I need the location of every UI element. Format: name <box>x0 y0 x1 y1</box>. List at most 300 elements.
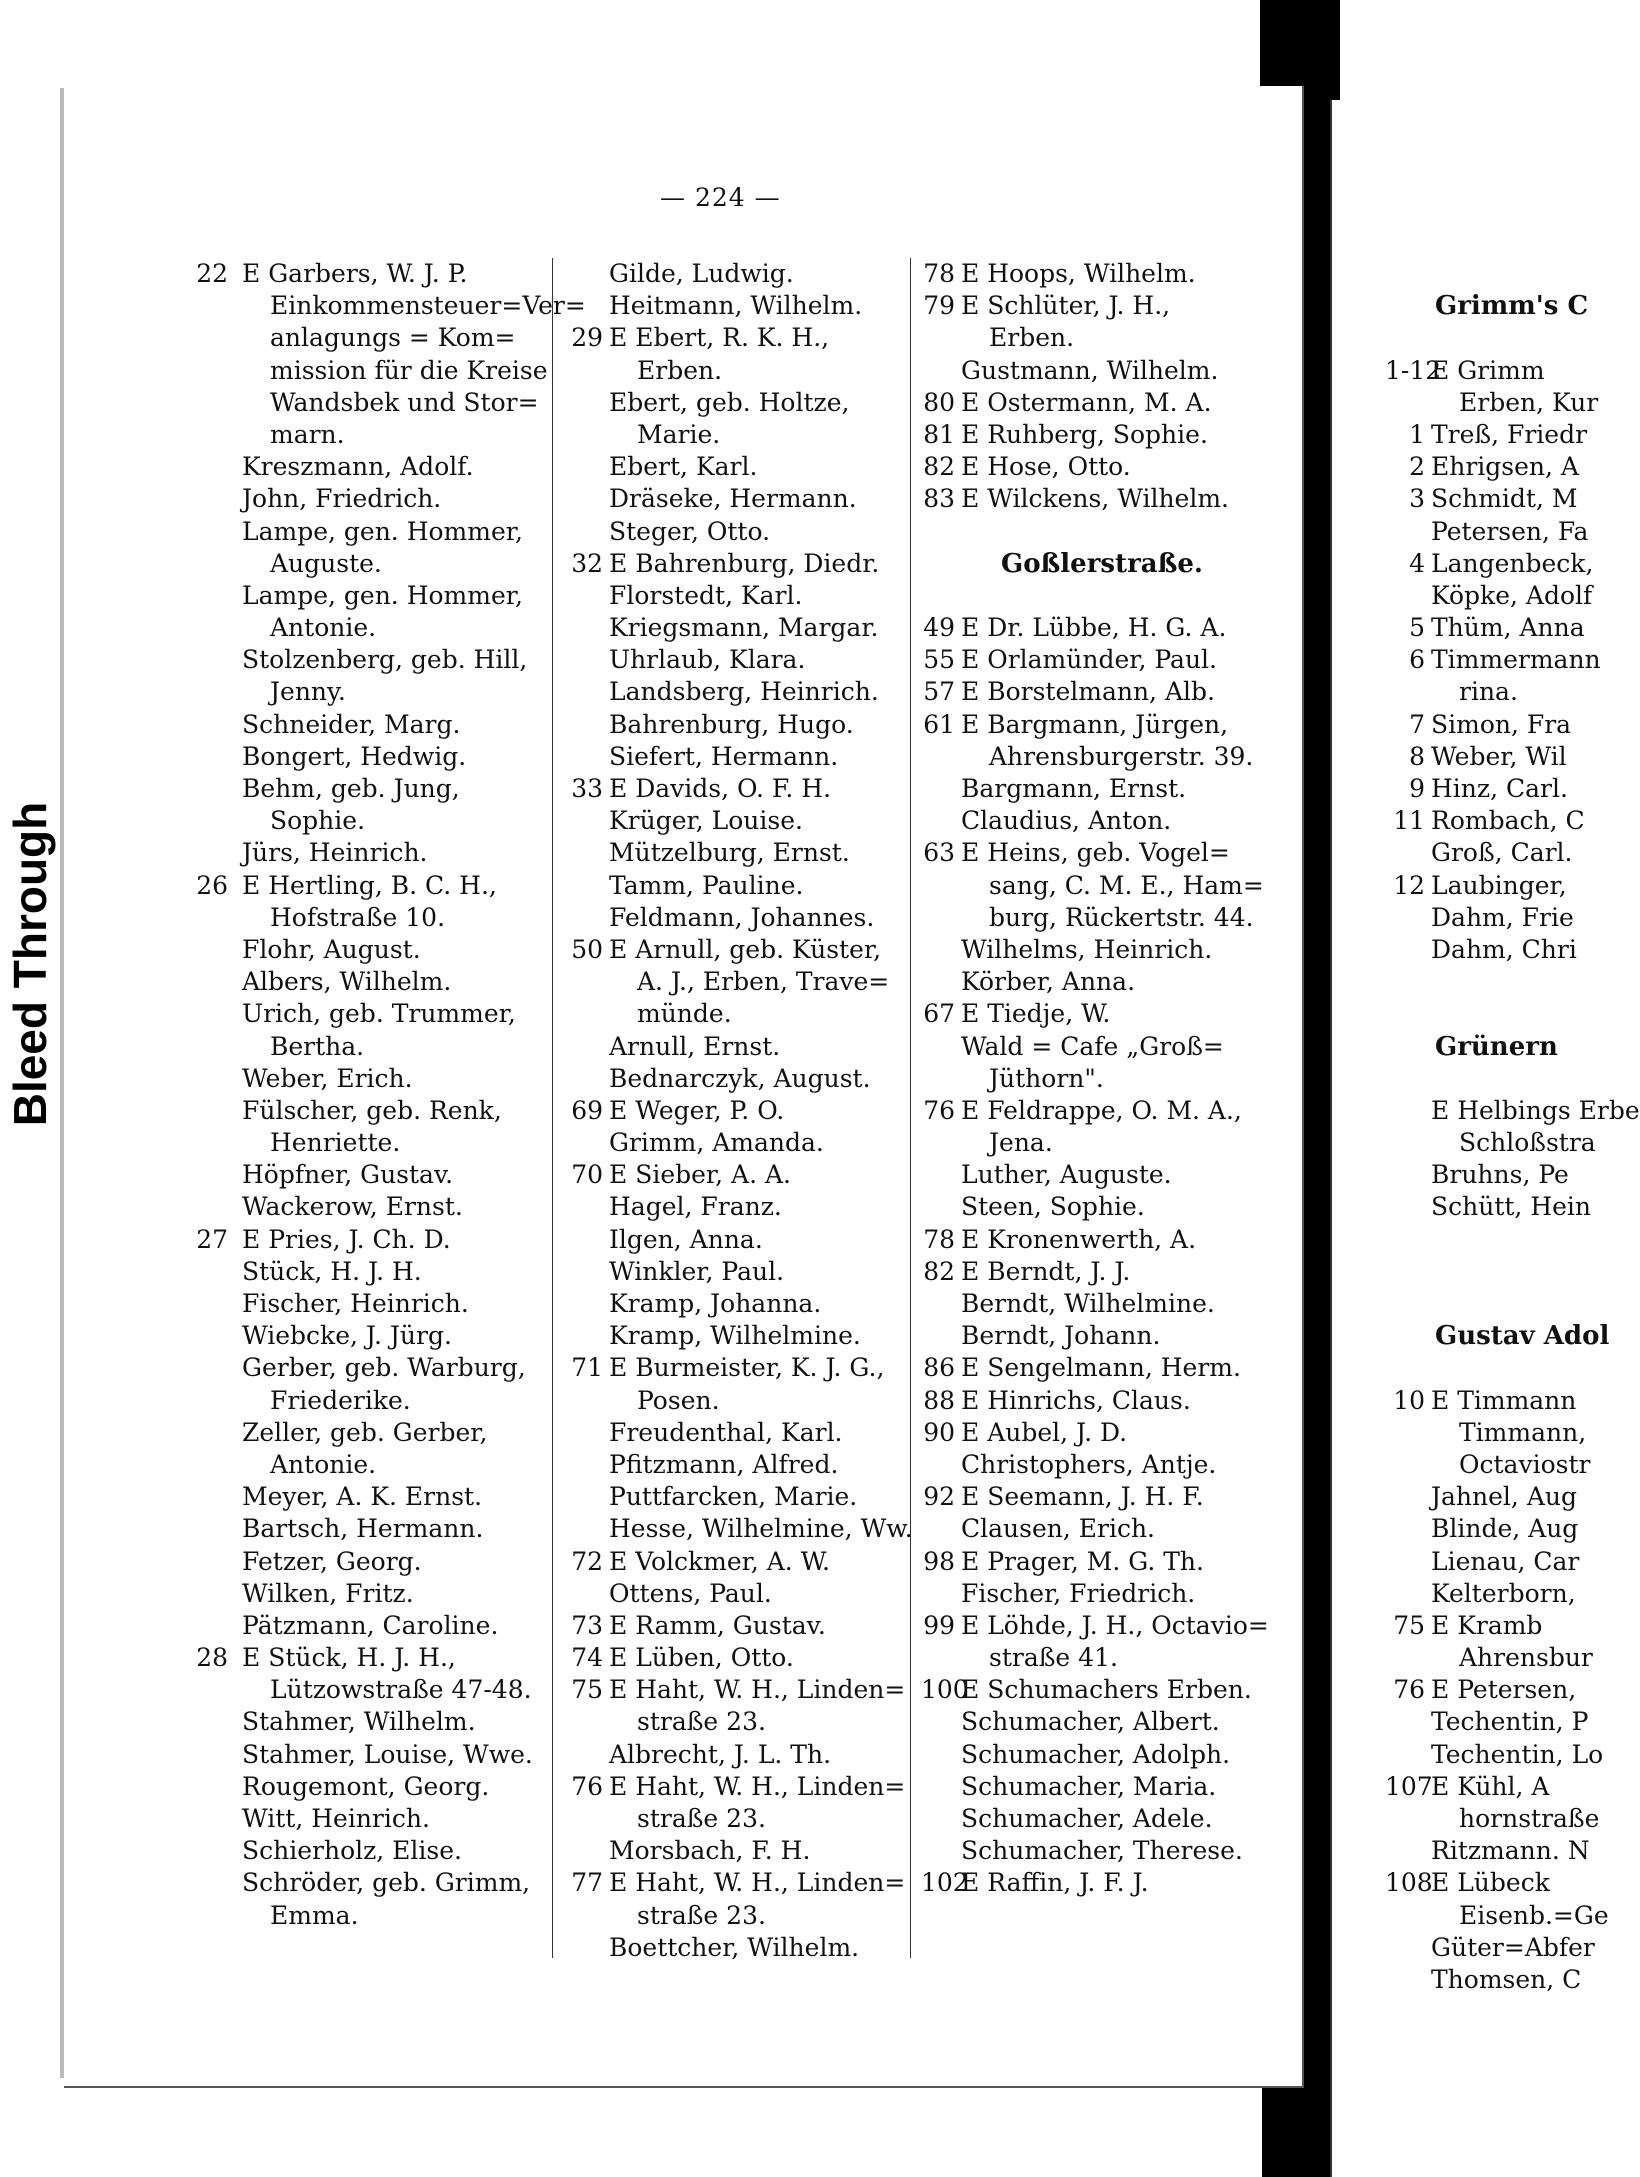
house-number: 76 <box>571 1771 603 1801</box>
entry-continuation <box>196 1385 534 1417</box>
resident-name: Krüger, Louise. <box>609 806 803 836</box>
resident-name: hornstraße <box>1459 1804 1600 1833</box>
resident-name: Arnull, Ernst. <box>609 1031 781 1061</box>
directory-entry <box>196 1320 534 1352</box>
directory-entry <box>925 483 1270 515</box>
directory-column-3 <box>921 258 1270 1900</box>
resident-name: E Timmann <box>1431 1385 1577 1415</box>
directory-entry <box>925 644 1270 676</box>
resident-name: Albrecht, J. L. Th. <box>609 1739 832 1769</box>
resident-name: Dahm, Frie <box>1431 902 1574 932</box>
resident-name: Laubinger, <box>1431 870 1567 900</box>
resident-name: Bartsch, Hermann. <box>242 1514 484 1544</box>
directory-entry <box>573 1449 908 1481</box>
directory-entry <box>573 483 908 515</box>
street-name: Gustav Adol <box>1435 1321 1610 1352</box>
directory-entry <box>573 1417 908 1449</box>
resident-name: Schumacher, Albert. <box>961 1707 1220 1737</box>
directory-entry <box>925 612 1270 644</box>
entry-continuation <box>196 355 548 387</box>
directory-entry <box>1395 741 1615 773</box>
resident-name: Techentin, Lo <box>1431 1739 1604 1769</box>
resident-name: E Aubel, J. D. <box>961 1417 1128 1447</box>
entry-continuation <box>196 322 534 354</box>
resident-name: Stolzenberg, geb. Hill, <box>242 645 528 675</box>
resident-name: Uhrlaub, Klara. <box>609 645 806 675</box>
resident-name: E Burmeister, K. J. G., <box>609 1353 885 1383</box>
directory-entry <box>925 1224 1270 1256</box>
resident-name: Bruhns, Pe <box>1431 1160 1569 1190</box>
directory-entry <box>196 1481 534 1513</box>
resident-name: Schumacher, Adele. <box>961 1804 1213 1833</box>
house-number: 50 <box>571 934 603 964</box>
house-number: 69 <box>571 1095 603 1125</box>
house-number: 11 <box>1393 806 1425 836</box>
directory-entry <box>925 1578 1270 1610</box>
resident-name: Timmann, <box>1459 1417 1587 1447</box>
directory-entry <box>1395 837 1615 869</box>
resident-name: E Orlamünder, Paul. <box>961 645 1217 675</box>
directory-entry <box>196 1546 534 1578</box>
directory-entry <box>196 773 534 805</box>
resident-name: Stahmer, Louise, Wwe. <box>242 1739 533 1769</box>
resident-name: Siefert, Hermann. <box>609 741 839 771</box>
page-number: — 224 — <box>660 183 781 212</box>
entry-continuation <box>925 870 1270 902</box>
directory-column-2 <box>571 258 913 1964</box>
house-number: 79 <box>923 291 955 321</box>
directory-entry <box>573 805 908 837</box>
resident-name: Wald = Cafe „Groß= <box>961 1031 1224 1061</box>
resident-name: marn. <box>270 419 345 449</box>
directory-entry <box>573 1513 913 1545</box>
entry-continuation <box>196 290 586 322</box>
directory-entry <box>573 1095 908 1127</box>
directory-entry <box>925 1256 1270 1288</box>
directory-entry <box>925 1191 1270 1223</box>
house-number: 108 <box>1385 1868 1433 1898</box>
directory-entry <box>925 1513 1270 1545</box>
blank-line <box>1395 998 1615 1030</box>
resident-name: E Heins, geb. Vogel= <box>961 838 1230 868</box>
directory-entry <box>925 258 1270 290</box>
resident-name: Florstedt, Karl. <box>609 580 803 610</box>
edge-tape <box>0 300 56 1127</box>
resident-name: Einkommensteuer=Ver= <box>270 291 586 321</box>
directory-entry <box>196 1063 534 1095</box>
resident-name: E Kronenwerth, A. <box>961 1224 1197 1254</box>
house-number: 22 <box>196 259 228 288</box>
resident-name: Schumacher, Adolph. <box>961 1739 1231 1769</box>
resident-name: E Prager, M. G. Th. <box>961 1546 1204 1576</box>
directory-entry <box>1395 805 1615 837</box>
street-name: Grünern <box>1435 1031 1558 1062</box>
resident-name: E Helbings Erbe <box>1431 1095 1640 1125</box>
directory-entry <box>196 934 534 966</box>
resident-name: E Hinrichs, Claus. <box>961 1385 1191 1415</box>
resident-name: Lampe, gen. Hommer, <box>242 516 523 546</box>
directory-entry <box>573 676 908 708</box>
directory-entry <box>1395 1932 1615 1964</box>
resident-name: Henriette. <box>270 1128 401 1158</box>
directory-column-4 <box>1385 258 1640 1996</box>
directory-entry <box>1395 1159 1615 1191</box>
directory-entry <box>573 290 908 322</box>
directory-entry <box>573 1159 908 1191</box>
resident-name: Kramp, Johanna. <box>609 1289 822 1318</box>
entry-continuation <box>573 1803 908 1835</box>
resident-name: Ottens, Paul. <box>609 1578 772 1608</box>
resident-name: Stück, H. J. H. <box>242 1256 422 1286</box>
resident-name: A. J., Erben, Trave= <box>637 967 890 997</box>
directory-entry <box>573 516 908 548</box>
directory-entry <box>1395 419 1615 451</box>
resident-name: Marie. <box>637 419 721 449</box>
resident-name: Fülscher, geb. Renk, <box>242 1095 502 1125</box>
directory-entry <box>1395 1191 1615 1223</box>
directory-entry <box>925 773 1270 805</box>
blank-line <box>1395 322 1615 354</box>
resident-name: Schneider, Marg. <box>242 709 461 739</box>
entry-continuation <box>573 998 908 1030</box>
directory-entry <box>196 1578 534 1610</box>
resident-name: Fischer, Friedrich. <box>961 1578 1196 1608</box>
street-name: Goßlerstraße. <box>1001 548 1203 579</box>
resident-name: Stahmer, Wilhelm. <box>242 1707 476 1737</box>
resident-name: John, Friedrich. <box>242 484 442 514</box>
house-number: 4 <box>1409 548 1425 578</box>
directory-entry <box>573 1546 908 1578</box>
directory-entry <box>925 290 1270 322</box>
entry-continuation <box>1395 676 1615 708</box>
directory-entry <box>1395 580 1615 612</box>
house-number: 102 <box>921 1868 969 1898</box>
resident-name: Bongert, Hedwig. <box>242 741 467 771</box>
resident-name: Timmermann <box>1431 645 1601 675</box>
resident-name: Claudius, Anton. <box>961 806 1172 836</box>
house-number: 70 <box>571 1160 603 1190</box>
resident-name: E Garbers, W. J. P. <box>242 259 468 288</box>
directory-column-1 <box>196 258 586 1932</box>
house-number: 61 <box>923 709 955 739</box>
resident-name: Behm, geb. Jung, <box>242 774 460 803</box>
directory-entry <box>1395 1739 1615 1771</box>
directory-entry <box>1395 1481 1615 1513</box>
resident-name: Weber, Wil <box>1431 741 1567 771</box>
directory-entry <box>196 1224 534 1256</box>
resident-name: Thomsen, C <box>1431 1964 1582 1994</box>
resident-name: Bednarczyk, August. <box>609 1063 871 1093</box>
resident-name: E Haht, W. H., Linden= <box>609 1675 906 1705</box>
resident-name: Erben. <box>637 355 723 385</box>
resident-name: E Hose, Otto. <box>961 452 1131 482</box>
directory-entry <box>573 1867 908 1899</box>
directory-entry <box>196 837 534 869</box>
entry-continuation <box>1395 1449 1615 1481</box>
directory-entry <box>573 1739 908 1771</box>
resident-name: Ehrigsen, A <box>1431 452 1579 482</box>
resident-name: Schröder, geb. Grimm, <box>242 1868 531 1898</box>
resident-name: Simon, Fra <box>1431 709 1572 739</box>
entry-continuation <box>925 1642 1270 1674</box>
resident-name: straße 23. <box>637 1900 766 1930</box>
directory-entry <box>925 1320 1270 1352</box>
entry-continuation <box>196 676 534 708</box>
resident-name: Ebert, Karl. <box>609 452 758 482</box>
resident-name: E Tiedje, W. <box>961 999 1111 1029</box>
house-number: 1-12 <box>1385 355 1442 385</box>
directory-entry <box>925 676 1270 708</box>
resident-name: Sophie. <box>270 806 366 836</box>
resident-name: Güter=Abfer <box>1431 1932 1595 1962</box>
entry-continuation <box>196 1127 534 1159</box>
house-number: 78 <box>923 1224 955 1254</box>
house-number: 2 <box>1409 452 1425 482</box>
house-number: 67 <box>923 999 955 1029</box>
house-number: 83 <box>923 484 955 514</box>
directory-entry <box>573 322 908 354</box>
house-number: 5 <box>1409 613 1425 643</box>
entry-continuation <box>925 741 1270 773</box>
house-number: 32 <box>571 548 603 578</box>
resident-name: Clausen, Erich. <box>961 1514 1155 1544</box>
entry-continuation <box>925 902 1270 934</box>
directory-entry <box>573 741 908 773</box>
house-number: 76 <box>923 1095 955 1125</box>
directory-entry <box>573 1224 908 1256</box>
house-number: 75 <box>571 1675 603 1705</box>
resident-name: Berndt, Wilhelmine. <box>961 1289 1215 1318</box>
resident-name: E Ebert, R. K. H., <box>609 323 830 353</box>
resident-name: E Hoops, Wilhelm. <box>961 259 1196 288</box>
directory-entry <box>1395 870 1615 902</box>
resident-name: Berndt, Johann. <box>961 1321 1161 1351</box>
resident-name: E Bargmann, Jürgen, <box>961 709 1229 739</box>
directory-entry <box>196 966 534 998</box>
entry-continuation <box>196 1674 534 1706</box>
directory-entry <box>196 1191 534 1223</box>
blank-line <box>1395 1352 1615 1384</box>
entry-continuation <box>196 902 534 934</box>
blank-line <box>1395 1224 1615 1256</box>
house-number: 75 <box>1393 1610 1425 1640</box>
blank-line <box>925 580 1270 612</box>
directory-entry <box>1395 1578 1615 1610</box>
resident-name: Luther, Auguste. <box>961 1160 1172 1190</box>
directory-entry <box>1395 483 1615 515</box>
directory-entry <box>925 1417 1270 1449</box>
resident-name: E Bahrenburg, Diedr. <box>609 548 880 578</box>
resident-name: Puttfarcken, Marie. <box>609 1482 858 1512</box>
directory-entry <box>921 1867 1270 1899</box>
entry-continuation <box>573 419 908 451</box>
entry-continuation <box>925 1063 1270 1095</box>
resident-name: straße 23. <box>637 1804 766 1833</box>
house-number: 63 <box>923 838 955 868</box>
resident-name: Octaviostr <box>1459 1449 1591 1479</box>
directory-entry <box>196 870 534 902</box>
directory-entry <box>196 1803 534 1835</box>
house-number: 82 <box>923 1256 955 1286</box>
resident-name: Gilde, Ludwig. <box>609 259 794 288</box>
resident-name: Schmidt, M <box>1431 484 1578 514</box>
resident-name: Landsberg, Heinrich. <box>609 677 879 707</box>
resident-name: Christophers, Antje. <box>961 1449 1217 1479</box>
directory-entry <box>196 451 534 483</box>
entry-continuation <box>925 322 1270 354</box>
directory-entry <box>573 258 908 290</box>
directory-entry <box>1395 451 1615 483</box>
resident-name: E Raffin, J. F. J. <box>961 1868 1149 1898</box>
resident-name: Antonie. <box>270 613 377 643</box>
resident-name: Schütt, Hein <box>1431 1192 1592 1222</box>
directory-entry <box>573 1642 908 1674</box>
resident-name: Blinde, Aug <box>1431 1514 1579 1544</box>
resident-name: E Lüben, Otto. <box>609 1643 794 1673</box>
directory-entry <box>196 580 534 612</box>
street-heading <box>925 548 1270 580</box>
directory-entry <box>573 1932 908 1964</box>
resident-name: E Kramb <box>1431 1610 1543 1640</box>
resident-name: Schierholz, Elise. <box>242 1836 462 1866</box>
resident-name: Fischer, Heinrich. <box>242 1289 469 1318</box>
resident-name: Körber, Anna. <box>961 967 1136 997</box>
resident-name: straße 23. <box>637 1707 766 1737</box>
resident-name: Tamm, Pauline. <box>609 870 804 900</box>
entry-continuation <box>196 1449 534 1481</box>
directory-entry <box>573 1835 908 1867</box>
resident-name: E Kühl, A <box>1431 1771 1550 1801</box>
house-number: 8 <box>1409 741 1425 771</box>
entry-continuation <box>573 355 908 387</box>
directory-entry <box>925 1095 1270 1127</box>
resident-name: Hinz, Carl. <box>1431 774 1568 803</box>
directory-entry <box>921 1674 1270 1706</box>
entry-continuation <box>1395 387 1615 419</box>
directory-entry <box>573 644 908 676</box>
house-number: 10 <box>1393 1385 1425 1415</box>
resident-name: Winkler, Paul. <box>609 1256 785 1286</box>
resident-name: E Grimm <box>1431 355 1545 385</box>
directory-entry <box>1385 1867 1615 1899</box>
directory-entry <box>196 709 534 741</box>
resident-name: Dahm, Chri <box>1431 934 1577 964</box>
directory-entry <box>925 837 1270 869</box>
house-number: 74 <box>571 1643 603 1673</box>
book-gutter <box>1302 0 1330 2177</box>
resident-name: Wilken, Fritz. <box>242 1578 414 1608</box>
resident-name: Groß, Carl. <box>1431 838 1573 868</box>
directory-entry <box>573 1063 908 1095</box>
resident-name: Rougemont, Georg. <box>242 1771 490 1801</box>
directory-entry <box>196 1095 534 1127</box>
directory-entry <box>573 773 908 805</box>
house-number: 90 <box>923 1417 955 1447</box>
directory-entry <box>1395 516 1615 548</box>
house-number: 82 <box>923 452 955 482</box>
house-number: 7 <box>1409 709 1425 739</box>
resident-name: straße 41. <box>989 1643 1118 1673</box>
resident-name: E Löhde, J. H., Octavio= <box>961 1610 1269 1640</box>
directory-entry <box>925 1835 1270 1867</box>
directory-entry <box>573 1578 908 1610</box>
resident-name: Höpfner, Gustav. <box>242 1160 454 1190</box>
resident-name: mission für die Kreise <box>270 355 548 385</box>
resident-name: Posen. <box>637 1385 720 1415</box>
resident-name: Techentin, P <box>1431 1707 1589 1737</box>
house-number: 55 <box>923 645 955 675</box>
resident-name: Bahrenburg, Hugo. <box>609 709 854 739</box>
resident-name: Emma. <box>270 1900 359 1930</box>
directory-entry <box>196 1739 534 1771</box>
entry-continuation <box>196 419 534 451</box>
resident-name: Thüm, Anna <box>1431 613 1585 643</box>
resident-name: Meyer, A. K. Ernst. <box>242 1482 483 1512</box>
resident-name: Langenbeck, <box>1431 548 1594 578</box>
resident-name: Gustmann, Wilhelm. <box>961 355 1219 385</box>
directory-entry <box>1395 934 1615 966</box>
street-heading <box>1395 1320 1615 1352</box>
resident-name: Witt, Heinrich. <box>242 1804 430 1833</box>
resident-name: E Ostermann, M. A. <box>961 387 1212 417</box>
directory-entry <box>1395 773 1615 805</box>
directory-entry <box>196 998 534 1030</box>
blank-line <box>1395 258 1615 290</box>
resident-name: Feldmann, Johannes. <box>609 902 875 932</box>
resident-name: E Arnull, geb. Küster, <box>609 934 882 964</box>
directory-entry <box>573 580 908 612</box>
directory-entry <box>573 1481 908 1513</box>
directory-entry <box>925 1031 1270 1063</box>
house-number: 33 <box>571 774 603 803</box>
directory-entry <box>1395 644 1615 676</box>
directory-entry <box>925 1546 1270 1578</box>
entry-continuation <box>1395 1803 1615 1835</box>
directory-entry <box>925 998 1270 1030</box>
resident-name: Jenny. <box>270 677 346 707</box>
directory-entry <box>925 451 1270 483</box>
entry-continuation <box>196 548 534 580</box>
house-number: 71 <box>571 1353 603 1383</box>
directory-entry <box>925 1159 1270 1191</box>
directory-entry <box>1395 1706 1615 1738</box>
resident-name: Kelterborn, <box>1431 1578 1576 1608</box>
resident-name: Bargmann, Ernst. <box>961 774 1187 803</box>
resident-name: E Volckmer, A. W. <box>609 1546 830 1576</box>
house-number: 92 <box>923 1482 955 1512</box>
directory-entry <box>925 1803 1270 1835</box>
house-number: 86 <box>923 1353 955 1383</box>
resident-name: Boettcher, Wilhelm. <box>609 1932 860 1962</box>
directory-entry <box>925 1352 1270 1384</box>
entry-continuation <box>1395 1900 1615 1932</box>
house-number: 78 <box>923 259 955 288</box>
resident-name: Friederike. <box>270 1385 411 1415</box>
entry-continuation <box>196 805 534 837</box>
directory-entry <box>196 1835 534 1867</box>
directory-entry <box>196 258 534 290</box>
column-rule <box>552 258 553 1958</box>
entry-continuation <box>573 1706 908 1738</box>
house-number: 107 <box>1385 1771 1433 1801</box>
directory-entry <box>573 1256 908 1288</box>
house-number: 88 <box>923 1385 955 1415</box>
directory-entry <box>573 934 908 966</box>
resident-name: Ritzmann. N <box>1431 1836 1590 1866</box>
resident-name: E Schlüter, J. H., <box>961 291 1171 321</box>
directory-entry <box>196 1642 534 1674</box>
directory-entry <box>925 1706 1270 1738</box>
